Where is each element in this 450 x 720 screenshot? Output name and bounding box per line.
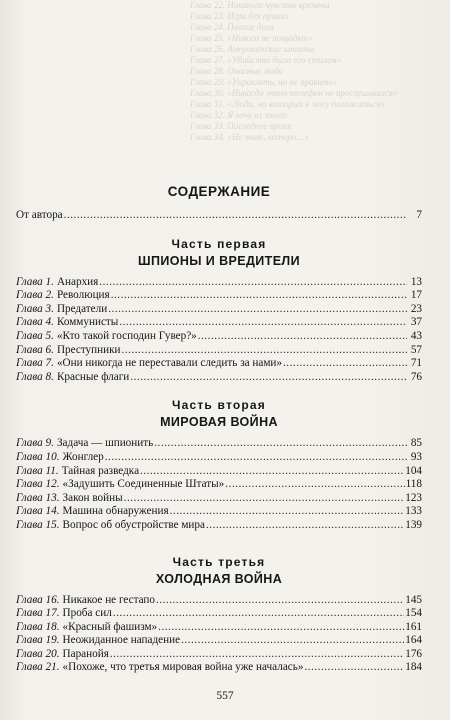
toc-row[interactable] <box>16 661 422 675</box>
toc-page-number: 57 <box>410 343 422 356</box>
toc-row[interactable] <box>16 344 422 358</box>
leader-dots <box>122 344 407 358</box>
toc-page-number: 7 <box>416 209 422 221</box>
chapter-title: Анархия <box>56 275 99 288</box>
leader-dots <box>119 316 407 330</box>
toc-row[interactable] <box>16 594 422 608</box>
leader-dots <box>283 357 407 371</box>
toc-page-number: 118 <box>405 478 422 491</box>
leader-dots <box>110 648 404 662</box>
leader-dots <box>170 505 405 519</box>
toc-part <box>16 555 422 676</box>
part-title: ХОЛОДНАЯ ВОЙНА <box>155 571 283 586</box>
chapter-title: Красные флаги <box>56 370 130 383</box>
chapter-number: Глава 10. <box>16 450 60 463</box>
chapter-number: Глава 12. <box>16 478 60 491</box>
toc-page-number: 145 <box>405 593 422 606</box>
toc-row[interactable] <box>16 316 422 330</box>
chapter-title: Проба сил <box>62 607 112 620</box>
toc-page-number: 93 <box>410 450 422 463</box>
bleed-through-line: Глава 32. Я хочу из этого <box>190 110 288 120</box>
toc-page-number: 164 <box>405 634 422 647</box>
toc-row[interactable] <box>16 276 422 290</box>
chapter-number: Глава 19. <box>16 634 60 647</box>
table-of-contents <box>16 184 422 689</box>
toc-page-number: 133 <box>405 505 422 518</box>
part-label: Часть первая <box>171 236 267 251</box>
bleed-through-text <box>190 0 440 175</box>
toc-row[interactable] <box>16 648 422 662</box>
part-label: Часть третья <box>172 554 266 569</box>
bleed-through-line: Глава 30. «Никогда этот телефон не прослушивался» <box>190 88 398 98</box>
chapter-number: Глава 3. <box>16 302 54 315</box>
toc-page-number: 71 <box>410 357 422 370</box>
bleed-through-line: Глава 22. Никакого чувства времени <box>190 0 330 10</box>
toc-row[interactable] <box>16 330 422 344</box>
toc-row-author[interactable] <box>16 209 422 223</box>
toc-part <box>16 237 422 385</box>
chapter-number: Глава 2. <box>16 289 54 302</box>
chapter-title: Неожиданное нападение <box>62 634 181 647</box>
chapter-number: Глава 9. <box>16 437 54 450</box>
bleed-through-line: Глава 34. «Не знаю, которо…» <box>190 132 309 142</box>
leader-dots <box>124 492 405 506</box>
chapter-number: Глава 18. <box>16 620 60 633</box>
chapter-title: Предатели <box>56 302 108 315</box>
leader-dots <box>304 661 404 675</box>
toc-row[interactable] <box>16 357 422 371</box>
toc-row[interactable] <box>16 492 422 506</box>
chapter-number: Глава 13. <box>16 491 60 504</box>
toc-page-number: 184 <box>405 661 422 674</box>
toc-row[interactable] <box>16 371 422 385</box>
bleed-through-line: Глава 33. Последнее время <box>190 121 292 131</box>
chapter-number: Глава 15. <box>16 518 60 531</box>
leader-dots <box>181 634 404 648</box>
toc-row[interactable] <box>16 478 422 492</box>
toc-page-number: 76 <box>410 370 422 383</box>
toc-row[interactable] <box>16 607 422 621</box>
leader-dots <box>156 594 404 608</box>
chapter-title: Вопрос об обустройстве мира <box>62 518 205 531</box>
toc-page-number: 154 <box>405 607 422 620</box>
part-title: ШПИОНЫ И ВРЕДИТЕЛИ <box>138 253 300 268</box>
part-title: МИРОВАЯ ВОЙНА <box>160 415 278 430</box>
chapter-title: Задача — шпионить <box>56 437 154 450</box>
leader-dots <box>154 437 407 451</box>
toc-page-number: 139 <box>405 518 422 531</box>
chapter-title: «Задушить Соединенные Штаты» <box>62 478 225 491</box>
leader-dots <box>105 451 407 465</box>
bleed-through-line: Глава 23. Игра без правил <box>190 11 289 21</box>
chapter-title: Никакое не гестапо <box>62 593 156 606</box>
leader-dots <box>140 465 404 479</box>
chapter-title: Машина обнаружения <box>62 505 169 518</box>
chapter-number: Глава 20. <box>16 647 60 660</box>
chapter-title: Преступники <box>56 343 121 356</box>
bleed-through-line: Глава 31. «Люди, на которых я могу положиться» <box>190 99 385 109</box>
toc-row[interactable] <box>16 519 422 533</box>
toc-row[interactable] <box>16 289 422 303</box>
chapter-number: Глава 16. <box>16 593 60 606</box>
toc-page-number: 85 <box>410 437 422 450</box>
leader-dots <box>64 209 407 223</box>
chapter-title: «Кто такой господин Гувер?» <box>56 329 197 342</box>
toc-page-number: 37 <box>410 316 422 329</box>
toc-page-number: 161 <box>405 620 422 633</box>
leader-dots <box>158 621 404 635</box>
toc-heading: СОДЕРЖАНИЕ <box>167 184 271 199</box>
toc-page-number: 43 <box>410 329 422 342</box>
toc-row[interactable] <box>16 621 422 635</box>
leader-dots <box>111 289 407 303</box>
toc-row[interactable] <box>16 634 422 648</box>
toc-entry-title: От автора <box>16 209 63 221</box>
leader-dots <box>198 330 407 344</box>
toc-row[interactable] <box>16 505 422 519</box>
chapter-number: Глава 17. <box>16 607 60 620</box>
toc-row[interactable] <box>16 437 422 451</box>
toc-page-number: 123 <box>405 491 422 504</box>
chapter-title: Коммунисты <box>56 316 119 329</box>
leader-dots <box>99 276 407 290</box>
chapter-number: Глава 11. <box>16 464 59 477</box>
chapter-number: Глава 1. <box>16 275 54 288</box>
toc-page-number: 104 <box>405 464 422 477</box>
leader-dots <box>225 478 404 492</box>
chapter-title: Закон войны <box>62 491 123 504</box>
toc-page-number: 13 <box>410 275 422 288</box>
toc-page-number: 17 <box>410 289 422 302</box>
toc-row[interactable] <box>16 303 422 317</box>
chapter-number: Глава 6. <box>16 343 54 356</box>
toc-row[interactable] <box>16 451 422 465</box>
bleed-through-line: Глава 26. Американские шпионы <box>190 44 315 54</box>
toc-part <box>16 398 422 532</box>
bleed-through-line: Глава 25. «Никого не пощадят» <box>190 33 313 43</box>
toc-page-number: 23 <box>410 302 422 315</box>
chapter-title: Революция <box>56 289 110 302</box>
chapter-title: «Красный фашизм» <box>62 620 158 633</box>
chapter-title: Жонглер <box>62 450 104 463</box>
chapter-number: Глава 4. <box>16 316 54 329</box>
chapter-title: «Они никогда не переставали следить за нами» <box>56 357 282 370</box>
leader-dots <box>113 607 404 621</box>
chapter-number: Глава 8. <box>16 370 54 383</box>
bleed-through-line: Глава 29. «Управлять, но не править» <box>190 77 338 87</box>
leader-dots <box>108 303 407 317</box>
chapter-number: Глава 5. <box>16 329 54 342</box>
toc-row[interactable] <box>16 465 422 479</box>
leader-dots <box>206 519 404 533</box>
toc-page-number: 176 <box>405 647 422 660</box>
bleed-through-line: Глава 24. Плохие дела <box>190 22 274 32</box>
chapter-number: Глава 21. <box>16 661 60 674</box>
chapter-number: Глава 7. <box>16 357 54 370</box>
part-label: Часть вторая <box>171 398 267 413</box>
page-number: 557 <box>216 690 234 702</box>
leader-dots <box>130 371 407 385</box>
chapter-title: «Похоже, что третья мировая война уже началась» <box>62 661 304 674</box>
bleed-through-line: Глава 27. «Убийство было его стилем» <box>190 55 342 65</box>
chapter-title: Тайная разведка <box>61 464 140 477</box>
chapter-number: Глава 14. <box>16 505 60 518</box>
chapter-title: Паранойя <box>62 647 109 660</box>
bleed-through-line: Глава 28. Опасные люди <box>190 66 283 76</box>
